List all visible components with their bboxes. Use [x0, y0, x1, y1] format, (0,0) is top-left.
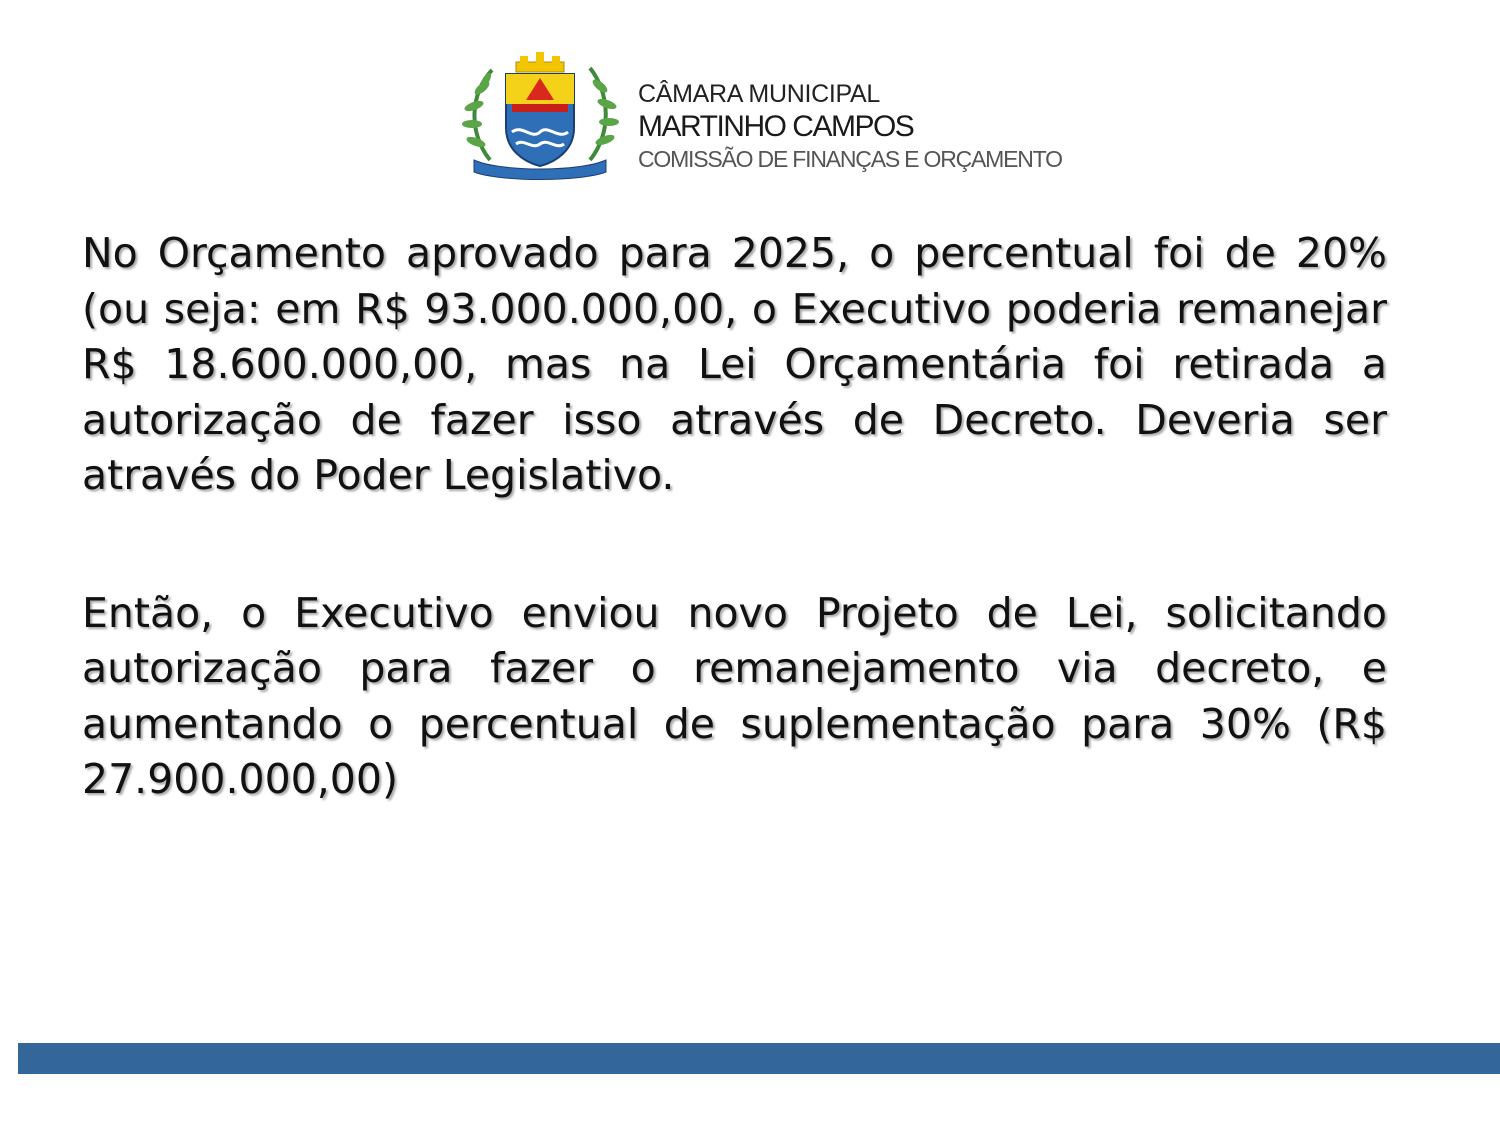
paragraph-budget-2025: No Orçamento aprovado para 2025, o percentual foi de 20% (ou seja: em R$ 93.000.000,00, o Executivo poderia remanejar R$ 18.600.000,00, mas na Lei Orçamentária foi retirada a autorização de fazer isso através de Decreto. Deveria ser através do Poder Legislativo.: [82, 229, 1387, 499]
city-name: MARTINHO CAMPOS: [638, 110, 914, 143]
chamber-label: CÂMARA MUNICIPAL: [638, 80, 881, 108]
slide-body: [82, 226, 1387, 808]
header: [460, 48, 1120, 188]
commission-name: COMISSÃO DE FINANÇAS E ORÇAMENTO: [638, 146, 1062, 172]
paragraph-new-bill: Então, o Executivo enviou novo Projeto de Lei, solicitando autorização para fazer o remanejamento via decreto, e aumentando o percentual de suplementação para 30% (R$ 27.900.000,00): [82, 588, 1387, 803]
footer-bar: [18, 1043, 1500, 1074]
header-title-block: [638, 78, 1062, 174]
municipal-coat-of-arms-icon: [460, 48, 620, 180]
